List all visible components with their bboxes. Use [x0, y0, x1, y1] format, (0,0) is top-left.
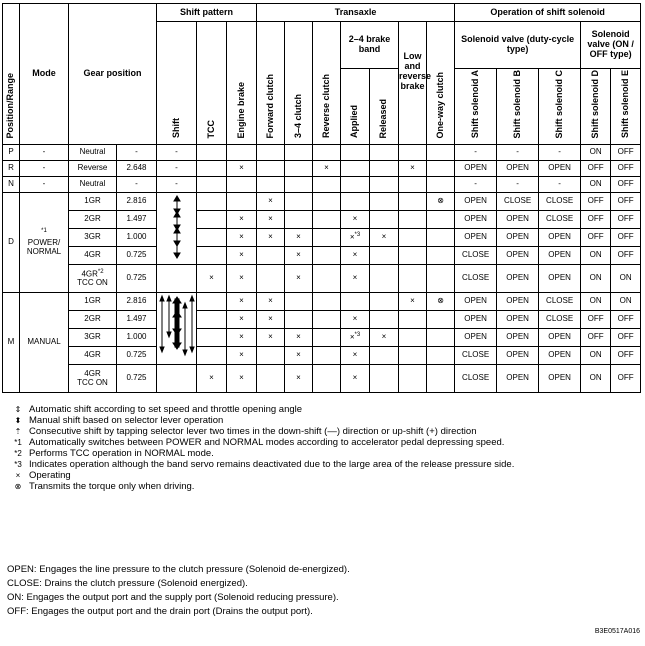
cell-released: × [370, 229, 399, 247]
cell-engine-brake: × [227, 161, 257, 177]
header-low-reverse-brake: Low and reverse brake [399, 22, 427, 145]
header-tcc: TCC [197, 22, 227, 145]
cell-engine-brake: × [227, 347, 257, 365]
header-engine-brake: Engine brake [227, 22, 257, 145]
cell-forward-clutch: × [257, 211, 285, 229]
table-row [3, 193, 641, 211]
cell-sol-b: OPEN [497, 329, 539, 347]
legend-off: OFF: Engages the output port and the drain port (Drains the output port). [7, 606, 313, 617]
cell-3-4-clutch: × [285, 229, 313, 247]
cell-sol-d: ON [581, 177, 611, 193]
note-operating: × Operating [7, 470, 637, 481]
cell-mode: - [20, 161, 69, 177]
cell-tcc: × [197, 265, 227, 293]
cell-sol-e: OFF [611, 211, 641, 229]
cell-forward-clutch: × [257, 293, 285, 311]
cell-sol-a: CLOSE [455, 347, 497, 365]
cell-sol-e: ON [611, 293, 641, 311]
cell-sol-b: OPEN [497, 265, 539, 293]
header-applied: Applied [341, 69, 370, 145]
cell-sol-e: OFF [611, 161, 641, 177]
cell-forward-clutch: × [257, 229, 285, 247]
cell-applied: × [341, 265, 370, 293]
cell-sol-c: - [539, 145, 581, 161]
table-row [3, 161, 641, 177]
cell-engine-brake: × [227, 247, 257, 265]
table-row [3, 329, 641, 347]
cell-ratio: 1.497 [117, 311, 157, 329]
header-solenoid-onoff: Solenoid valve (ON / OFF type) [581, 22, 641, 69]
cell-reverse-clutch: × [313, 161, 341, 177]
header-2-4-brake-band: 2–4 brake band [341, 22, 399, 69]
cell-pos: P [3, 145, 20, 161]
cell-released: × [370, 329, 399, 347]
note-manual-shift: ⬍ Manual shift based on selector lever operation [7, 415, 637, 426]
cell-sol-c: OPEN [539, 247, 581, 265]
cell-applied: × [341, 247, 370, 265]
cell-gear: 4GR [69, 247, 117, 265]
cell-ratio: - [117, 177, 157, 193]
cell-ratio: 0.725 [117, 365, 157, 393]
cell-3-4-clutch: × [285, 247, 313, 265]
cell-sol-c: OPEN [539, 161, 581, 177]
cell-pos-m: M [3, 293, 20, 393]
cell-sol-b: - [497, 177, 539, 193]
cell-3-4-clutch: × [285, 365, 313, 393]
cell-sol-c: OPEN [539, 229, 581, 247]
header-mode: Mode [20, 4, 69, 145]
legend [7, 563, 350, 619]
cell-sol-a: OPEN [455, 211, 497, 229]
cell-sol-a: - [455, 177, 497, 193]
cell-sol-a: CLOSE [455, 365, 497, 393]
cell-sol-d: OFF [581, 193, 611, 211]
legend-on: ON: Engages the output port and the supply port (Solenoid reducing pressure). [7, 592, 339, 603]
cell-gear: 2GR [69, 211, 117, 229]
cell-sol-e: ON [611, 265, 641, 293]
header-sol-c: Shift solenoid C [539, 69, 581, 145]
manual-shift-arrows-icon [157, 295, 197, 359]
cell-pos: N [3, 177, 20, 193]
cell-sol-a: OPEN [455, 329, 497, 347]
legend-close: CLOSE: Drains the clutch pressure (Solenoid energized). [7, 578, 248, 589]
header-position-range: Position/Range [3, 4, 20, 145]
table-row [3, 347, 641, 365]
cell-sol-d: ON [581, 293, 611, 311]
header-reverse-clutch: Reverse clutch [313, 22, 341, 145]
cell-sol-e: OFF [611, 365, 641, 393]
header-sol-b: Shift solenoid B [497, 69, 539, 145]
cell-sol-d: OFF [581, 211, 611, 229]
footnote-1-mark: *1 [41, 228, 47, 235]
cell-sol-a: OPEN [455, 311, 497, 329]
header-one-way-clutch: One-way clutch [427, 22, 455, 145]
header-shift-pattern: Shift pattern [157, 4, 257, 22]
cell-sol-d: OFF [581, 311, 611, 329]
cell-ratio: 0.725 [117, 347, 157, 365]
cell-engine-brake: × [227, 311, 257, 329]
cell-sol-b: CLOSE [497, 193, 539, 211]
cell-sol-e: OFF [611, 347, 641, 365]
table-row [3, 365, 641, 393]
note-torque: ⊗ Transmits the torque only when driving. [7, 481, 637, 492]
cell-low-reverse: × [399, 161, 427, 177]
manual-shift-arrow-icon: ⬍ [14, 416, 22, 425]
shift-pattern-manual [157, 293, 197, 365]
consecutive-shift-arrow-icon: ⇡ [14, 427, 22, 436]
cell-low-reverse: × [399, 293, 427, 311]
cell-sol-c: CLOSE [539, 193, 581, 211]
header-solenoid-duty: Solenoid valve (duty-cycle type) [455, 22, 581, 69]
shift-pattern-auto [157, 193, 197, 265]
header-forward-clutch: Forward clutch [257, 22, 285, 145]
cell-shift: - [157, 145, 197, 161]
cell-mode: - [20, 145, 69, 161]
cell-sol-c: CLOSE [539, 293, 581, 311]
cell-3-4-clutch: × [285, 347, 313, 365]
cell-gear: Neutral [69, 177, 117, 193]
cell-sol-c: - [539, 177, 581, 193]
cell-sol-e: OFF [611, 247, 641, 265]
cell-forward-clutch: × [257, 311, 285, 329]
cell-sol-e: OFF [611, 177, 641, 193]
header-operation-of-shift-solenoid: Operation of shift solenoid [455, 4, 641, 22]
cell-pos: R [3, 161, 20, 177]
cell-engine-brake: × [227, 365, 257, 393]
auto-shift-arrows-icon [167, 195, 187, 259]
cell-sol-e: OFF [611, 329, 641, 347]
cell-engine-brake: × [227, 211, 257, 229]
cell-gear: 1GR [69, 293, 117, 311]
cell-sol-b: OPEN [497, 347, 539, 365]
cell-tcc: × [197, 365, 227, 393]
cell-sol-a: - [455, 145, 497, 161]
cell-sol-d: ON [581, 265, 611, 293]
header-gear-position: Gear position [69, 4, 157, 145]
table-row [3, 145, 641, 161]
table-row [3, 177, 641, 193]
cell-forward-clutch: × [257, 329, 285, 347]
cell-one-way-clutch: ⊗ [427, 293, 455, 311]
cell-sol-c: OPEN [539, 265, 581, 293]
note-3: *3 Indicates operation although the band servo remains deactivated due to the large area of the release pressure side. [14, 459, 515, 470]
cell-sol-b: OPEN [497, 247, 539, 265]
cell-gear: 2GR [69, 311, 117, 329]
cell-shift: - [157, 161, 197, 177]
cell-mode: - [20, 177, 69, 193]
cell-ratio: 1.000 [117, 329, 157, 347]
cell-applied: ×$^{*3}$ [341, 229, 370, 247]
cell-one-way-clutch: ⊗ [427, 193, 455, 211]
cell-gear: 4GR$^{*2}$ TCC ON [69, 265, 117, 293]
cell-forward-clutch: × [257, 193, 285, 211]
cell-sol-b: OPEN [497, 293, 539, 311]
cell-sol-e: OFF [611, 193, 641, 211]
cell-sol-a: OPEN [455, 229, 497, 247]
cell-engine-brake: × [227, 329, 257, 347]
header-sol-e: Shift solenoid E [611, 69, 641, 145]
note-consecutive-shift: ⇡ Consecutive shift by tapping selector lever two times in the down-shift (—) direction or up-shift (+) direction [7, 426, 637, 437]
cell-engine-brake: × [227, 229, 257, 247]
cell-ratio: 0.725 [117, 265, 157, 293]
cell-ratio: 0.725 [117, 247, 157, 265]
cell-gear: 4GR TCC ON [69, 365, 117, 393]
cell-sol-c: OPEN [539, 365, 581, 393]
cell-sol-a: CLOSE [455, 265, 497, 293]
auto-shift-arrow-icon: ⇕ [14, 405, 22, 414]
header-sol-d: Shift solenoid D [581, 69, 611, 145]
cell-pos-d: D [3, 193, 20, 293]
table-row [3, 265, 641, 293]
cell-sol-c: OPEN [539, 347, 581, 365]
shift-operation-table [2, 3, 641, 393]
figure-code: B3E0517A016 [594, 628, 640, 635]
cell-sol-d: OFF [581, 161, 611, 177]
cell-sol-d: ON [581, 247, 611, 265]
cell-mode-m: MANUAL [20, 293, 69, 393]
cell-sol-a: OPEN [455, 193, 497, 211]
cell-sol-e: OFF [611, 311, 641, 329]
cell-ratio: 2.816 [117, 293, 157, 311]
legend-open: OPEN: Engages the line pressure to the clutch pressure (Solenoid de-energized). [7, 564, 350, 575]
cell-3-4-clutch: × [285, 265, 313, 293]
cell-applied: × [341, 365, 370, 393]
cell-sol-b: OPEN [497, 311, 539, 329]
table-row [3, 211, 641, 229]
cell-sol-b: OPEN [497, 161, 539, 177]
header-sol-a: Shift solenoid A [455, 69, 497, 145]
cell-sol-c: CLOSE [539, 211, 581, 229]
cell-applied: × [341, 347, 370, 365]
table-row [3, 247, 641, 265]
cell-sol-a: CLOSE [455, 247, 497, 265]
cell-sol-b: OPEN [497, 211, 539, 229]
table-row [3, 229, 641, 247]
cell-sol-c: OPEN [539, 329, 581, 347]
header-3-4-clutch: 3–4 clutch [285, 22, 313, 145]
table-row [3, 293, 641, 311]
cell-sol-d: OFF [581, 329, 611, 347]
cell-applied: × [341, 211, 370, 229]
cell-gear: Neutral [69, 145, 117, 161]
cell-applied: × [341, 311, 370, 329]
cell-applied: ×$^{*3}$ [341, 329, 370, 347]
cell-sol-d: ON [581, 365, 611, 393]
header-transaxle: Transaxle [257, 4, 455, 22]
note-2: *2 Performs TCC operation in NORMAL mode. [14, 448, 214, 459]
cell-3-4-clutch: × [285, 329, 313, 347]
cell-gear: 1GR [69, 193, 117, 211]
cell-sol-b: OPEN [497, 229, 539, 247]
cell-ratio: 1.497 [117, 211, 157, 229]
cell-sol-a: OPEN [455, 161, 497, 177]
cell-gear: Reverse [69, 161, 117, 177]
cell-sol-e: OFF [611, 145, 641, 161]
cell-engine-brake: × [227, 293, 257, 311]
table-row [3, 311, 641, 329]
cell-ratio: - [117, 145, 157, 161]
footnotes [7, 404, 637, 492]
header-released: Released [370, 69, 399, 145]
cell-ratio: 2.648 [117, 161, 157, 177]
cell-sol-d: ON [581, 145, 611, 161]
note-auto-shift: ⇕ Automatic shift according to set speed and throttle opening angle [7, 404, 637, 415]
cell-sol-d: OFF [581, 229, 611, 247]
cell-gear: 3GR [69, 329, 117, 347]
cell-ratio: 2.816 [117, 193, 157, 211]
cell-gear: 3GR [69, 229, 117, 247]
cell-sol-c: CLOSE [539, 311, 581, 329]
cell-sol-b: - [497, 145, 539, 161]
cell-sol-d: ON [581, 347, 611, 365]
cell-gear: 4GR [69, 347, 117, 365]
cell-sol-a: OPEN [455, 293, 497, 311]
cell-sol-b: OPEN [497, 365, 539, 393]
header-shift: Shift [157, 22, 197, 145]
circled-x-icon: ⊗ [14, 482, 22, 491]
cell-engine-brake: × [227, 265, 257, 293]
operating-x-icon: × [15, 471, 21, 480]
cell-sol-e: OFF [611, 229, 641, 247]
cell-mode-d: $^{*1}$ POWER/ NORMAL [20, 193, 69, 293]
cell-ratio: 1.000 [117, 229, 157, 247]
note-1: *1 Automatically switches between POWER and NORMAL modes according to accelerator pedal depressing speed. [14, 437, 505, 448]
cell-shift: - [157, 177, 197, 193]
